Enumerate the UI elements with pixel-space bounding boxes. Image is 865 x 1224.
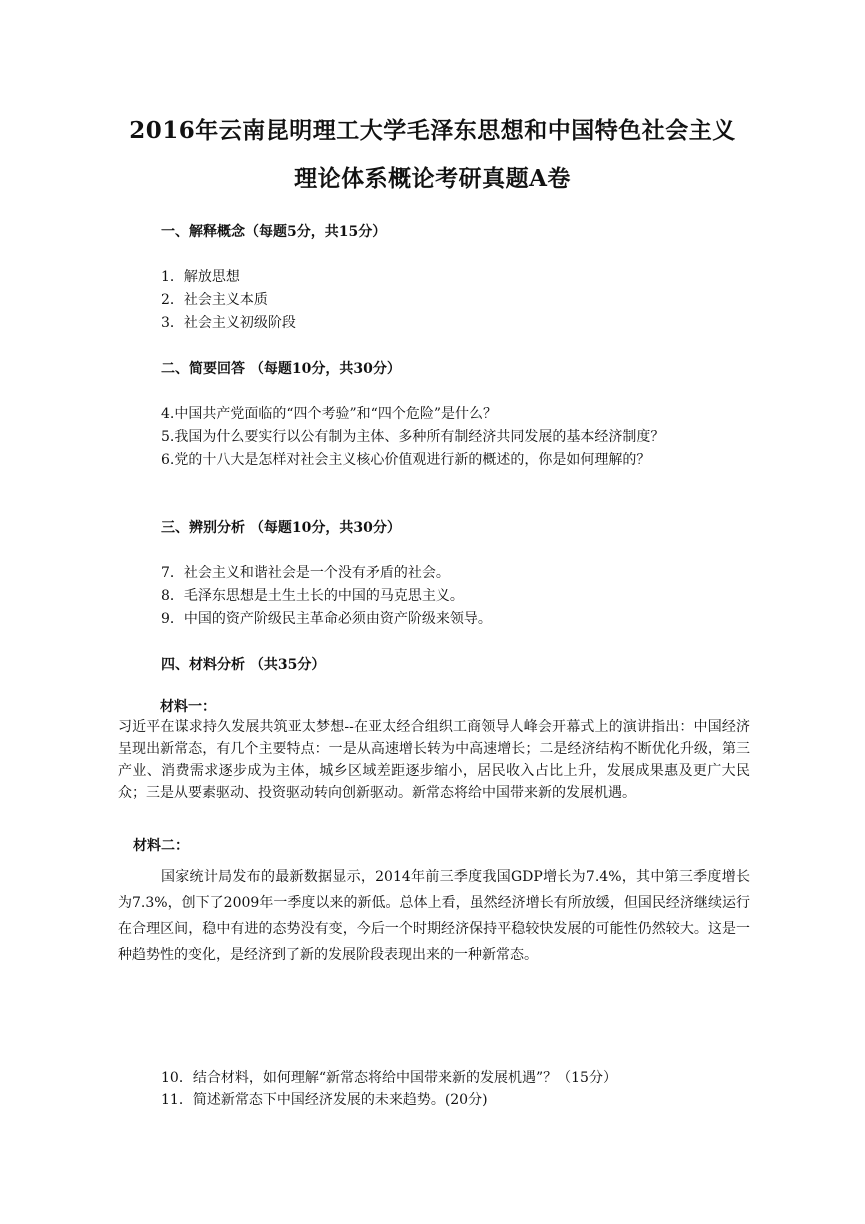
material1-label: 材料一：	[160, 699, 216, 715]
question-5: 5.我国为什么要实行以公有制为主体、多种所有制经济共同发展的基本经济制度？	[161, 429, 665, 445]
material1-text: 习近平在谋求持久发展共筑亚太梦想--在亚太经合组织工商领导人峰会开幕式上的演讲指出：中国经济呈现出新常态，有几个主要特点：一是从高速增长转为中高速增长；二是经济结构不断优化升级，第三产业、消费需求逐步成为主体，城乡区域差距逐步缩小，居民收入占比上升，发展成果惠及更广大民众；三是从要素驱动、投资驱动转向创新驱动。新常态将给中国带来新的发展机遇。	[118, 719, 750, 801]
section1-heading: 一、解释概念（每题5分，共15分）	[161, 224, 387, 240]
question-11: 11．简述新常态下中国经济发展的未来趋势。(20分)	[161, 1092, 488, 1108]
section3-heading: 三、辨别分析 （每题10分，共30分）	[161, 520, 401, 536]
section4-heading: 四、材料分析 （共35分）	[161, 657, 326, 673]
question-9: 9．中国的资产阶级民主革命必须由资产阶级来领导。	[161, 611, 492, 627]
question-4: 4.中国共产党面临的“四个考验”和“四个危险”是什么？	[161, 406, 497, 422]
question-7: 7．社会主义和谐社会是一个没有矛盾的社会。	[161, 565, 450, 581]
section2-heading: 二、简要回答 （每题10分，共30分）	[161, 361, 401, 377]
material2-text: 国家统计局发布的最新数据显示，2014年前三季度我国GDP增长为7.4%，其中第三季度增长为7.3%，创下了2009年一季度以来的新低。总体上看，虽然经济增长有所放缓，但国民经济继续运行在合理区间，稳中有进的态势没有变，今后一个时期经济保持平稳较快发展的可能性仍然较大。这是一种趋势性的变化，是经济到了新的发展阶段表现出来的一种新常态。	[118, 869, 750, 963]
title-line-1: 2016年云南昆明理工大学毛泽东思想和中国特色社会主义	[129, 117, 736, 144]
question-1: 1．解放思想	[161, 269, 240, 285]
material2-label: 材料二：	[133, 838, 189, 854]
question-6: 6.党的十八大是怎样对社会主义核心价值观进行新的概述的，你是如何理解的？	[161, 452, 651, 468]
question-2: 2．社会主义本质	[161, 292, 268, 308]
title-line-2: 理论体系概论考研真题A卷	[294, 165, 571, 192]
question-8: 8．毛泽东思想是土生土长的中国的马克思主义。	[161, 588, 464, 604]
question-10: 10．结合材料，如何理解“新常态将给中国带来新的发展机遇”？（15分）	[161, 1070, 617, 1086]
question-3: 3．社会主义初级阶段	[161, 315, 296, 331]
